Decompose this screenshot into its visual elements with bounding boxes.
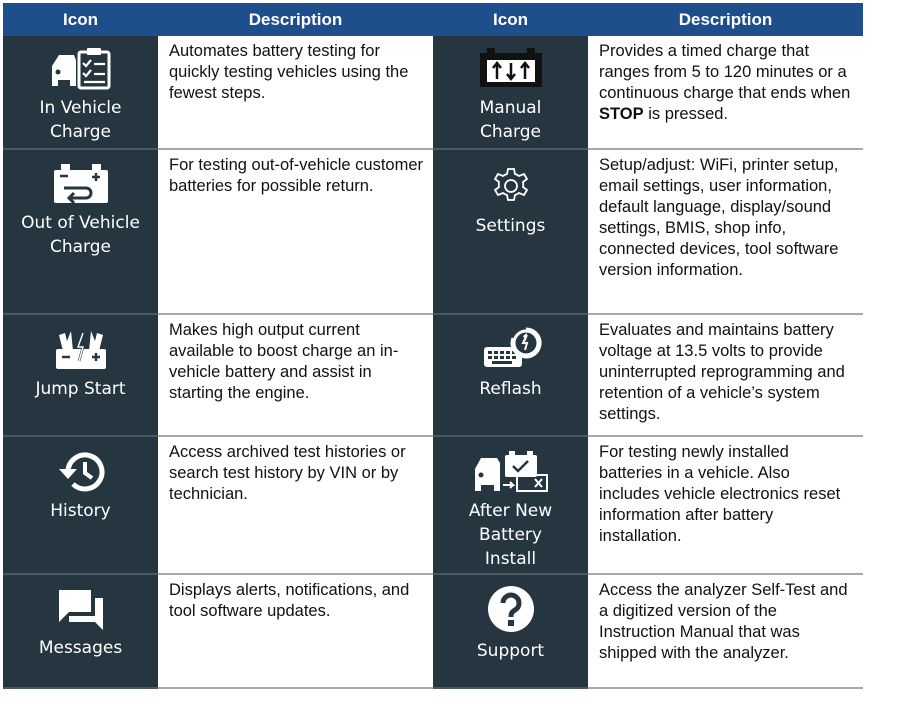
after-new-battery-install-label: After New Battery Install (468, 501, 553, 569)
header-description-col-2: Description (588, 3, 863, 36)
battery-return-icon (3, 162, 158, 204)
history-description: Access archived test histories or search test history by VIN or by technician. (158, 437, 433, 575)
battery-arrows-icon (433, 47, 588, 89)
settings-label: Settings (475, 216, 546, 236)
jump-start-description: Makes high output current available to boost charge an in-vehicle battery and assist in starting the engine. (158, 315, 433, 437)
icon-cell-manual-charge (433, 36, 588, 150)
out-of-vehicle-charge-label: Out of Vehicle Charge (21, 213, 140, 257)
jump-start-label: Jump Start (35, 379, 126, 399)
icon-cell-settings (433, 150, 588, 315)
messages-description: Displays alerts, notifications, and tool software updates. (158, 575, 433, 689)
in-vehicle-charge-label: In Vehicle Charge (39, 98, 122, 142)
header-icon-col-1: Icon (3, 3, 158, 36)
after-new-battery-install-description: For testing newly installed batteries in a vehicle. Also includes vehicle electronics reset information after battery installation. (588, 437, 863, 575)
manual-charge-label: Manual Charge (479, 98, 542, 142)
new-battery-icon (433, 449, 588, 493)
support-label: Support (476, 641, 545, 661)
messages-icon (3, 586, 158, 630)
reflash-description: Evaluates and maintains battery voltage at 13.5 volts to provide uninterrupted reprogramming and retention of a vehicle’s system settings. (588, 315, 863, 437)
history-icon (3, 449, 158, 495)
help-icon (433, 585, 588, 633)
header-icon-col-2: Icon (433, 3, 588, 36)
reflash-label: Reflash (479, 379, 542, 399)
icon-cell-jump-start (3, 315, 158, 437)
vehicle-checklist-icon (3, 46, 158, 90)
icon-cell-messages (3, 575, 158, 689)
out-of-vehicle-charge-description: For testing out-of-vehicle customer batteries for possible return. (158, 150, 433, 315)
messages-label: Messages (38, 638, 123, 658)
in-vehicle-charge-description: Automates battery testing for quickly testing vehicles using the fewest steps. (158, 36, 433, 150)
jump-start-icon (3, 329, 158, 371)
gear-icon (433, 166, 588, 206)
icon-cell-after-new-battery-install (433, 437, 588, 575)
header-description-col-1: Description (158, 3, 433, 36)
reflash-icon (433, 327, 588, 371)
manual-charge-description (588, 36, 863, 150)
settings-description: Setup/adjust: WiFi, printer setup, email settings, user information, default language, display/sound settings, BMIS, shop info, connected devices, tool software version information. (588, 150, 863, 315)
icon-cell-reflash (433, 315, 588, 437)
icon-cell-in-vehicle-charge (3, 36, 158, 150)
stop-keyword: STOP (599, 105, 644, 123)
support-description: Access the analyzer Self-Test and a digitized version of the Instruction Manual that was shipped with the analyzer. (588, 575, 863, 689)
manual-charge-description-text: Provides a timed charge that ranges from 5 to 120 minutes or a continuous charge that ends when (599, 42, 851, 102)
manual-charge-description-end: is pressed. (643, 105, 729, 123)
icon-cell-history (3, 437, 158, 575)
icon-cell-support (433, 575, 588, 689)
icon-cell-out-of-vehicle-charge (3, 150, 158, 315)
history-label: History (50, 501, 111, 521)
